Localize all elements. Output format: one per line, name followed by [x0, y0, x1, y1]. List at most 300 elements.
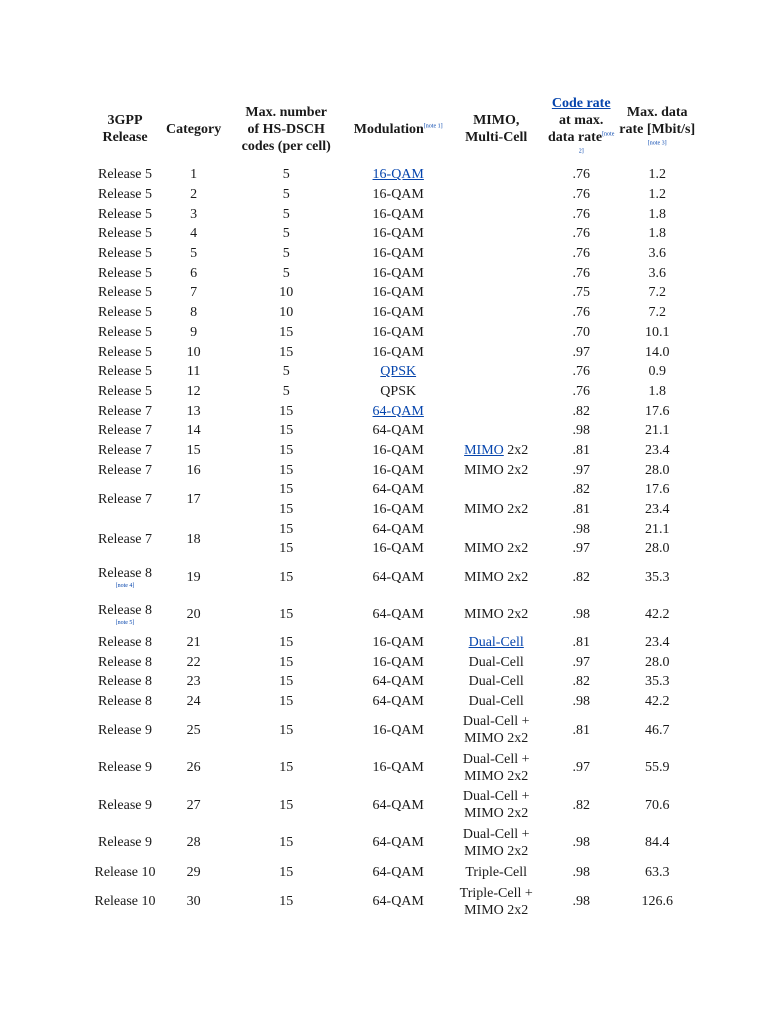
category-cell-text: 16 [186, 462, 201, 478]
codes-cell-text: 15 [279, 541, 294, 557]
modulation-cell-link[interactable]: 64-QAM [372, 403, 424, 419]
max-rate-cell [615, 672, 699, 692]
category-cell-text: 1 [190, 167, 198, 183]
codes-cell [221, 539, 351, 559]
release-cell-text: Release 9 [97, 835, 153, 851]
modulation-cell [351, 749, 445, 787]
category-cell-text: 5 [190, 246, 198, 262]
header-category: Category [166, 121, 222, 137]
modulation-cell [351, 362, 445, 382]
codes-cell [221, 652, 351, 672]
code-rate-cell [547, 224, 615, 244]
code-rate-cell [547, 165, 615, 185]
code-rate-cell [547, 204, 615, 224]
category-cell [166, 652, 221, 672]
mimo-cell-text: MIMO 2x2 [464, 502, 529, 518]
code-rate-cell [547, 185, 615, 205]
modulation-cell-link[interactable]: QPSK [380, 364, 417, 380]
release-cell-text: Release 8 [97, 694, 153, 710]
mimo-link[interactable]: MIMO [464, 442, 504, 458]
mimo-cell-text: Triple-Cell [465, 864, 528, 880]
codes-cell-text: 15 [279, 694, 294, 710]
codes-cell-text: 15 [279, 797, 294, 813]
modulation-cell-text: 16-QAM [372, 502, 424, 518]
code-rate-cell-text: .76 [572, 265, 590, 281]
mimo-cell [445, 519, 547, 539]
max-rate-cell-text: 0.9 [648, 364, 666, 380]
mimo-cell [445, 224, 547, 244]
release-cell-text: Release 8 [97, 654, 153, 670]
codes-cell-text: 15 [279, 569, 294, 585]
codes-cell-text: 15 [279, 521, 294, 537]
code-rate-cell-text: .82 [572, 674, 590, 690]
codes-cell [221, 559, 351, 596]
mimo-cell-text: MIMO 2x2 [464, 606, 529, 622]
mimo-cell-text: 2x2 [503, 442, 529, 458]
category-cell-text: 3 [190, 206, 198, 222]
max-rate-cell [615, 401, 699, 421]
code-rate-cell-text: .98 [572, 521, 590, 537]
release-cell-text: Release 5 [97, 206, 153, 222]
modulation-cell [351, 596, 445, 633]
release-cell-text: Release 8 [97, 602, 153, 618]
mimo-cell-text: Triple-Cell + [459, 885, 533, 901]
codes-cell-text: 5 [282, 364, 290, 380]
table-row [84, 749, 699, 787]
max-rate-cell-text: 28.0 [644, 541, 670, 557]
table-row [84, 362, 699, 382]
mimo-cell [445, 633, 547, 653]
header-max-rate: Max. data rate [Mbit/s][note 3] [619, 104, 696, 146]
release-cell-text: Release 10 [94, 894, 156, 910]
modulation-cell [351, 204, 445, 224]
code-rate-cell [547, 539, 615, 559]
max-rate-cell [615, 303, 699, 323]
codes-cell-text: 15 [279, 482, 294, 498]
code-rate-cell [547, 303, 615, 323]
max-rate-cell [615, 283, 699, 303]
category-cell-text: 24 [186, 694, 201, 710]
header-row [84, 93, 699, 165]
max-rate-cell-text: 3.6 [648, 265, 666, 281]
modulation-cell [351, 165, 445, 185]
modulation-cell-text: 64-QAM [372, 894, 424, 910]
category-cell-text: 13 [186, 403, 201, 419]
mimo-cell [445, 749, 547, 787]
code-rate-cell-text: .76 [572, 187, 590, 203]
modulation-cell [351, 460, 445, 480]
modulation-cell-text: 16-QAM [372, 760, 424, 776]
table-row [84, 559, 699, 596]
category-cell-text: 17 [186, 492, 201, 508]
max-rate-cell-text: 70.6 [644, 797, 670, 813]
category-cell-text: 20 [186, 606, 201, 622]
max-rate-cell-text: 1.2 [648, 167, 666, 183]
mimo-cell [445, 185, 547, 205]
modulation-cell [351, 224, 445, 244]
category-cell [166, 244, 221, 264]
code-rate-cell-text: .76 [572, 226, 590, 242]
max-rate-cell [615, 633, 699, 653]
mimo-cell [445, 441, 547, 461]
release-cell-text: Release 5 [97, 305, 153, 321]
note-1-link[interactable]: [note 1] [423, 122, 443, 129]
modulation-cell [351, 500, 445, 520]
category-cell [166, 185, 221, 205]
codes-cell-text: 5 [282, 246, 290, 262]
category-cell [166, 862, 221, 884]
mimo-cell [445, 787, 547, 825]
modulation-cell-text: 16-QAM [372, 344, 424, 360]
category-cell [166, 441, 221, 461]
code-rate-cell [547, 382, 615, 402]
codes-cell [221, 519, 351, 539]
max-rate-cell-text: 42.2 [644, 694, 670, 710]
category-cell [166, 596, 221, 633]
code-rate-cell-text: .76 [572, 246, 590, 262]
modulation-cell-text: 16-QAM [372, 187, 424, 203]
mimo-cell [445, 165, 547, 185]
release-cell-text: Release 8 [97, 565, 153, 581]
max-rate-cell [615, 862, 699, 884]
modulation-cell-text: 64-QAM [372, 423, 424, 439]
code-rate-cell-text: .82 [572, 797, 590, 813]
category-cell [166, 401, 221, 421]
codes-cell [221, 362, 351, 382]
max-rate-cell-text: 21.1 [644, 423, 670, 439]
max-rate-cell-text: 42.2 [644, 606, 670, 622]
row-note-link[interactable]: [note 4] [115, 582, 135, 589]
release-cell-text: Release 5 [97, 383, 153, 399]
codes-cell-text: 15 [279, 722, 294, 738]
note-3-link[interactable]: [note 3] [647, 139, 667, 146]
code-rate-cell-text: .81 [572, 635, 590, 651]
modulation-cell [351, 283, 445, 303]
mimo-cell [445, 263, 547, 283]
max-rate-cell [615, 692, 699, 712]
max-rate-cell [615, 342, 699, 362]
codes-cell-text: 15 [279, 760, 294, 776]
max-rate-cell [615, 323, 699, 343]
release-cell-text: Release 5 [97, 167, 153, 183]
code-rate-cell [547, 283, 615, 303]
table-row [84, 596, 699, 633]
mimo-cell [445, 539, 547, 559]
note-2-link[interactable]: [note 2] [578, 131, 615, 155]
category-cell [166, 559, 221, 596]
table-row [84, 480, 699, 500]
codes-cell [221, 749, 351, 787]
codes-cell [221, 712, 351, 750]
table-row [84, 787, 699, 825]
table-row [84, 712, 699, 750]
code-rate-cell-text: .76 [572, 206, 590, 222]
codes-cell-text: 15 [279, 894, 294, 910]
codes-cell [221, 824, 351, 862]
table-row [84, 283, 699, 303]
max-rate-cell-text: 1.8 [648, 383, 666, 399]
code-rate-cell [547, 421, 615, 441]
modulation-cell-text: 16-QAM [372, 654, 424, 670]
mimo-cell-text: MIMO 2x2 [464, 462, 529, 478]
max-rate-cell [615, 787, 699, 825]
category-cell-text: 10 [186, 344, 201, 360]
header-code-rate: Code rate at max. data rate[note 2] [548, 96, 615, 155]
modulation-cell-text: 16-QAM [372, 635, 424, 651]
code-rate-cell-text: .97 [572, 654, 590, 670]
codes-cell [221, 883, 351, 920]
modulation-cell-text: 64-QAM [372, 521, 424, 537]
category-cell [166, 303, 221, 323]
release-cell [84, 559, 166, 596]
release-cell [84, 401, 166, 421]
category-cell [166, 787, 221, 825]
max-rate-cell-text: 35.3 [644, 674, 670, 690]
category-cell-text: 18 [186, 531, 201, 547]
category-cell [166, 421, 221, 441]
release-cell-text: Release 5 [97, 324, 153, 340]
code-rate-cell [547, 749, 615, 787]
release-cell-text: Release 7 [97, 403, 153, 419]
codes-cell-text: 5 [282, 206, 290, 222]
release-cell [84, 460, 166, 480]
hsdpa-categories-table [84, 93, 699, 920]
codes-cell [221, 787, 351, 825]
mimo-cell [445, 342, 547, 362]
code-rate-cell-text: .98 [572, 423, 590, 439]
release-cell [84, 382, 166, 402]
table-row [84, 165, 699, 185]
mimo-cell-text: Dual-Cell + [462, 714, 530, 730]
release-cell [84, 519, 166, 558]
release-cell [84, 362, 166, 382]
code-rate-cell-text: .98 [572, 606, 590, 622]
release-cell [84, 323, 166, 343]
release-cell [84, 480, 166, 519]
category-cell [166, 692, 221, 712]
mimo-cell-text: Dual-Cell [468, 694, 524, 710]
mimo-cell-text: MIMO 2x2 [464, 843, 529, 859]
code-rate-cell [547, 559, 615, 596]
modulation-cell [351, 185, 445, 205]
table-row [84, 692, 699, 712]
mimo-cell [445, 596, 547, 633]
release-cell-text: Release 5 [97, 265, 153, 281]
modulation-cell [351, 787, 445, 825]
code-rate-cell [547, 862, 615, 884]
code-rate-cell-text: .70 [572, 324, 590, 340]
table-row [84, 244, 699, 264]
codes-cell-text: 10 [279, 285, 294, 301]
modulation-cell [351, 559, 445, 596]
category-cell-text: 12 [186, 383, 201, 399]
max-rate-cell-text: 28.0 [644, 462, 670, 478]
mimo-cell [445, 283, 547, 303]
max-rate-cell [615, 204, 699, 224]
category-cell-text: 21 [186, 635, 201, 651]
modulation-cell [351, 692, 445, 712]
max-rate-cell-text: 7.2 [648, 305, 666, 321]
category-cell [166, 165, 221, 185]
table-row [84, 824, 699, 862]
code-rate-cell [547, 672, 615, 692]
max-rate-cell-text: 7.2 [648, 285, 666, 301]
mimo-cell [445, 500, 547, 520]
max-rate-cell-text: 55.9 [644, 760, 670, 776]
category-cell [166, 883, 221, 920]
modulation-cell [351, 401, 445, 421]
codes-cell-text: 15 [279, 423, 294, 439]
release-cell [84, 224, 166, 244]
release-cell [84, 749, 166, 787]
code-rate-cell [547, 480, 615, 500]
table-row [84, 633, 699, 653]
codes-cell [221, 244, 351, 264]
max-rate-cell-text: 46.7 [644, 722, 670, 738]
category-cell-text: 2 [190, 187, 198, 203]
max-rate-cell-text: 84.4 [644, 835, 670, 851]
code-rate-cell [547, 596, 615, 633]
release-cell-text: Release 5 [97, 364, 153, 380]
mimo-cell [445, 480, 547, 500]
code-rate-cell [547, 342, 615, 362]
category-cell [166, 382, 221, 402]
max-rate-cell-text: 35.3 [644, 569, 670, 585]
row-note-link[interactable]: [note 5] [115, 619, 135, 626]
mimo-cell [445, 421, 547, 441]
max-rate-cell [615, 441, 699, 461]
header-modulation: Modulation[note 1] [353, 121, 443, 137]
release-cell [84, 244, 166, 264]
table-row [84, 652, 699, 672]
mimo-cell [445, 862, 547, 884]
modulation-cell-text: 64-QAM [372, 606, 424, 622]
modulation-cell-text: 16-QAM [372, 246, 424, 262]
codes-cell [221, 401, 351, 421]
code-rate-cell-text: .98 [572, 894, 590, 910]
code-rate-cell-text: .97 [572, 541, 590, 557]
release-cell [84, 303, 166, 323]
release-cell-text: Release 5 [97, 246, 153, 262]
codes-cell [221, 283, 351, 303]
release-cell [84, 672, 166, 692]
release-cell [84, 652, 166, 672]
code-rate-cell [547, 323, 615, 343]
category-cell-text: 25 [186, 722, 201, 738]
mimo-cell-text: Dual-Cell + [462, 826, 530, 842]
code-rate-cell-text: .97 [572, 344, 590, 360]
table-row [84, 342, 699, 362]
mimo-cell [445, 460, 547, 480]
table-row [84, 672, 699, 692]
category-cell-text: 26 [186, 760, 201, 776]
mimo-cell-text: MIMO 2x2 [464, 768, 529, 784]
max-rate-cell-text: 14.0 [644, 344, 670, 360]
code-rate-cell [547, 883, 615, 920]
modulation-cell-text: 16-QAM [372, 305, 424, 321]
codes-cell-text: 15 [279, 835, 294, 851]
codes-cell-text: 15 [279, 606, 294, 622]
category-cell [166, 749, 221, 787]
release-cell-text: Release 8 [97, 635, 153, 651]
modulation-cell-text: 16-QAM [372, 226, 424, 242]
modulation-cell [351, 441, 445, 461]
mimo-cell-text: MIMO 2x2 [464, 569, 529, 585]
category-cell [166, 480, 221, 519]
code-rate-cell [547, 244, 615, 264]
code-rate-cell-text: .82 [572, 482, 590, 498]
max-rate-cell-text: 28.0 [644, 654, 670, 670]
table-row [84, 323, 699, 343]
table-row [84, 263, 699, 283]
header-mimo: MIMO, Multi-Cell [465, 113, 528, 145]
mimo-cell-link[interactable]: Dual-Cell [468, 635, 524, 651]
max-rate-cell [615, 712, 699, 750]
code-rate-cell [547, 460, 615, 480]
code-rate-cell-text: .97 [572, 760, 590, 776]
release-cell-text: Release 9 [97, 722, 153, 738]
codes-cell [221, 224, 351, 244]
mimo-cell [445, 883, 547, 920]
modulation-cell [351, 672, 445, 692]
code-rate-cell-text: .75 [572, 285, 590, 301]
max-rate-cell-text: 10.1 [644, 324, 670, 340]
max-rate-cell [615, 559, 699, 596]
code-rate-cell [547, 441, 615, 461]
modulation-cell-text: 64-QAM [372, 864, 424, 880]
modulation-cell-text: 64-QAM [372, 835, 424, 851]
release-cell [84, 342, 166, 362]
modulation-cell [351, 862, 445, 884]
max-rate-cell [615, 263, 699, 283]
release-cell-text: Release 5 [97, 344, 153, 360]
modulation-cell-link[interactable]: 16-QAM [372, 167, 424, 183]
table-row [84, 519, 699, 539]
modulation-cell [351, 421, 445, 441]
table-row [84, 382, 699, 402]
release-cell-text: Release 7 [97, 442, 153, 458]
release-cell [84, 692, 166, 712]
category-cell-text: 22 [186, 654, 201, 670]
table-row [84, 204, 699, 224]
modulation-cell-text: QPSK [380, 383, 417, 399]
release-cell-text: Release 10 [94, 864, 156, 880]
codes-cell-text: 5 [282, 187, 290, 203]
codes-cell-text: 15 [279, 324, 294, 340]
modulation-cell-text: 16-QAM [372, 206, 424, 222]
release-cell [84, 165, 166, 185]
category-cell [166, 712, 221, 750]
code-rate-cell [547, 824, 615, 862]
release-cell [84, 883, 166, 920]
code-rate-link[interactable]: Code rate [551, 96, 611, 111]
release-cell [84, 787, 166, 825]
release-cell-text: Release 5 [97, 226, 153, 242]
category-cell-text: 9 [190, 324, 198, 340]
codes-cell [221, 500, 351, 520]
code-rate-cell [547, 519, 615, 539]
max-rate-cell-text: 23.4 [644, 502, 670, 518]
code-rate-cell [547, 712, 615, 750]
category-cell-text: 23 [186, 674, 201, 690]
codes-cell [221, 342, 351, 362]
codes-cell [221, 421, 351, 441]
release-cell-text: Release 7 [97, 492, 153, 508]
code-rate-cell-text: .82 [572, 403, 590, 419]
release-cell [84, 204, 166, 224]
table-row [84, 224, 699, 244]
modulation-cell [351, 303, 445, 323]
